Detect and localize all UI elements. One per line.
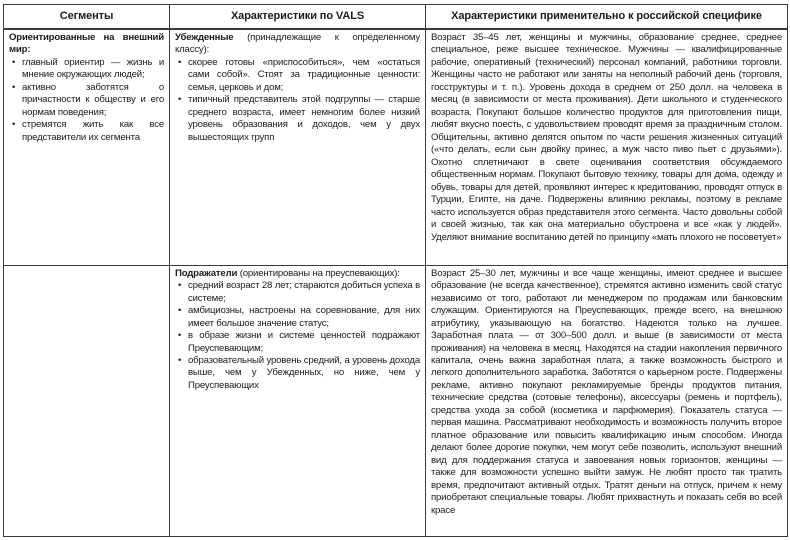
russian-specifics-text: Возраст 35–45 лет, женщины и мужчины, образование среднее, среднее специальное, реже высшее техническое. Мужчины — квалифицированные рабочие, оперативный (технический) персонал компаний, работники торговли. Женщины часто не работают или заняты на неполный рабочий день (торговля, госструктуры и т. п.). Уровень дохода в среднем от 250 долл. на человека в месяц (в зависимости от места проживания). Дети школьного и студенческого возраста. Покупают большое количество продуктов для приготовления пищи, любят вкусно поесть, с удовольствием проводят время за праздничным столом. Общительны, активно делятся опытом по части решения жизненных ситуаций («что делать, если сын двойку принес, а муж часто пиво пьет с друзьями»). Охотно сплетничают в свете оценивания соответствия обсуждаемого общественным нормам. Покупают бытовую технику, товары для дома, одежду и обувь, товары для детей, проявляют интерес к кредитованию, проводят отпуск в Турции, Египте, на даче. Подвержены влиянию рекламы, поэтому в рекламе часто используется образ представителя этого сегмента. Часто довольны собой и своей жизнью, так как она материально обустроена и все «как у людей». Уделяют внимание воспитанию детей по принципу «мать плохого не посоветует» xyxy=(431,32,782,243)
cell-russian-specifics-believers xyxy=(426,29,788,265)
vals-bullet-list xyxy=(175,57,420,144)
vals-bullet: • скорее готовы «приспособиться», чем «остаться сами собой». Стоят за традиционные ценности: семья, церковь и дом; xyxy=(175,57,420,94)
table-row-emulators xyxy=(4,265,788,536)
column-header-segments: Сегменты xyxy=(4,5,170,30)
vals-subgroup-name-suffix: (принадлежащие к определенному классу): xyxy=(175,32,420,56)
segment-bullet-list xyxy=(9,57,164,144)
vals-subgroup-name: Подражатели xyxy=(175,267,238,279)
column-header-russian-specifics: Характеристики применительно к российской специфике xyxy=(426,5,788,30)
segment-bullet: • стремятся жить как все представители их сегмента xyxy=(9,119,164,144)
cell-vals-emulators xyxy=(170,265,426,536)
segment-bullet: • главный ориентир — жизнь и мнение окружающих людей; xyxy=(9,57,164,82)
vals-bullet: • образовательный уровень средний, а уровень дохода выше, чем у Убежденных, но ниже, чем у Преуспевающих xyxy=(175,355,420,392)
vals-bullet: • в образе жизни и системе ценностей подражают Преуспевающим; xyxy=(175,330,420,355)
cell-segment-outer-oriented xyxy=(4,29,170,265)
vals-segments-table xyxy=(3,4,788,537)
russian-specifics-text: Возраст 25–30 лет, мужчины и все чаще женщины, имеют среднее и высшее образование (не всегда качественное), стремятся активно изменить свой статус независимо от того, работают ли менеджером по продажам или банковским служащим. Ориентируются на Преуспевающих, прежде всего, на внешнюю атрибутику, указывающую на богатство. Надеются только на лучшее. Заработная плата — от 300–500 долл. и выше (в зависимости от места проживания) на человека в месяц. Находятся на стадии накопления первичного капитала, очень важна заработная плата, а также возможность быстрого и легкого дополнительного заработка. Заботятся о карьерном росте. Подвержены рекламе, активно покупают рекламируемые бренды продуктов питания, технические средства (сотовые телефоны), аксессуары (ремень и портфель), средства ухода за собой (косметика и парфюмерия). Показатель статуса — первая машина. Рассматривают необходимость и возможность получить второе платное образование или повысить квалификацию иным способом. Иногда делают более дорогие покупки, чем могут себе позволить, используют внешний вид для поддержания статуса и завоевания новых горизонтов, женщины — также для возможности успешно выйти замуж. Не любят просто так тратить время, предпочитают активный отдых. Тратят деньги на отпуск, причем к нему приобретают специальные товары. Любят прихвастнуть и показать себя во всей красе xyxy=(431,267,782,516)
vals-subgroup-title xyxy=(175,32,420,57)
vals-subgroup-name: Убежденные xyxy=(175,32,234,43)
table-row-outer-oriented xyxy=(4,29,788,265)
column-header-vals: Характеристики по VALS xyxy=(170,5,426,30)
cell-vals-believers xyxy=(170,29,426,265)
vals-subgroup-name-suffix: (ориентированы на преуспевающих): xyxy=(237,267,400,279)
cell-segment-empty xyxy=(4,265,170,536)
segment-bullet: • активно заботятся о причастности к обществу и его нормам поведения; xyxy=(9,82,164,119)
vals-bullet: • средний возраст 28 лет; стараются добиться успеха в системе; xyxy=(175,280,420,305)
vals-bullet-list xyxy=(175,280,420,392)
vals-bullet: • типичный представитель этой подгруппы — старше среднего возраста, имеет немногим более низкий уровень образования и доходов, чем у двух вышестоящих групп xyxy=(175,94,420,144)
vals-bullet: • амбициозны, настроены на соревнование, для них имеет большое значение статус; xyxy=(175,305,420,330)
vals-segments-table-wrap xyxy=(3,4,787,537)
segment-title: Ориентированные на внешний мир: xyxy=(9,32,164,56)
vals-subgroup-title xyxy=(175,268,420,280)
header-row xyxy=(4,5,788,30)
cell-russian-specifics-emulators xyxy=(426,265,788,536)
